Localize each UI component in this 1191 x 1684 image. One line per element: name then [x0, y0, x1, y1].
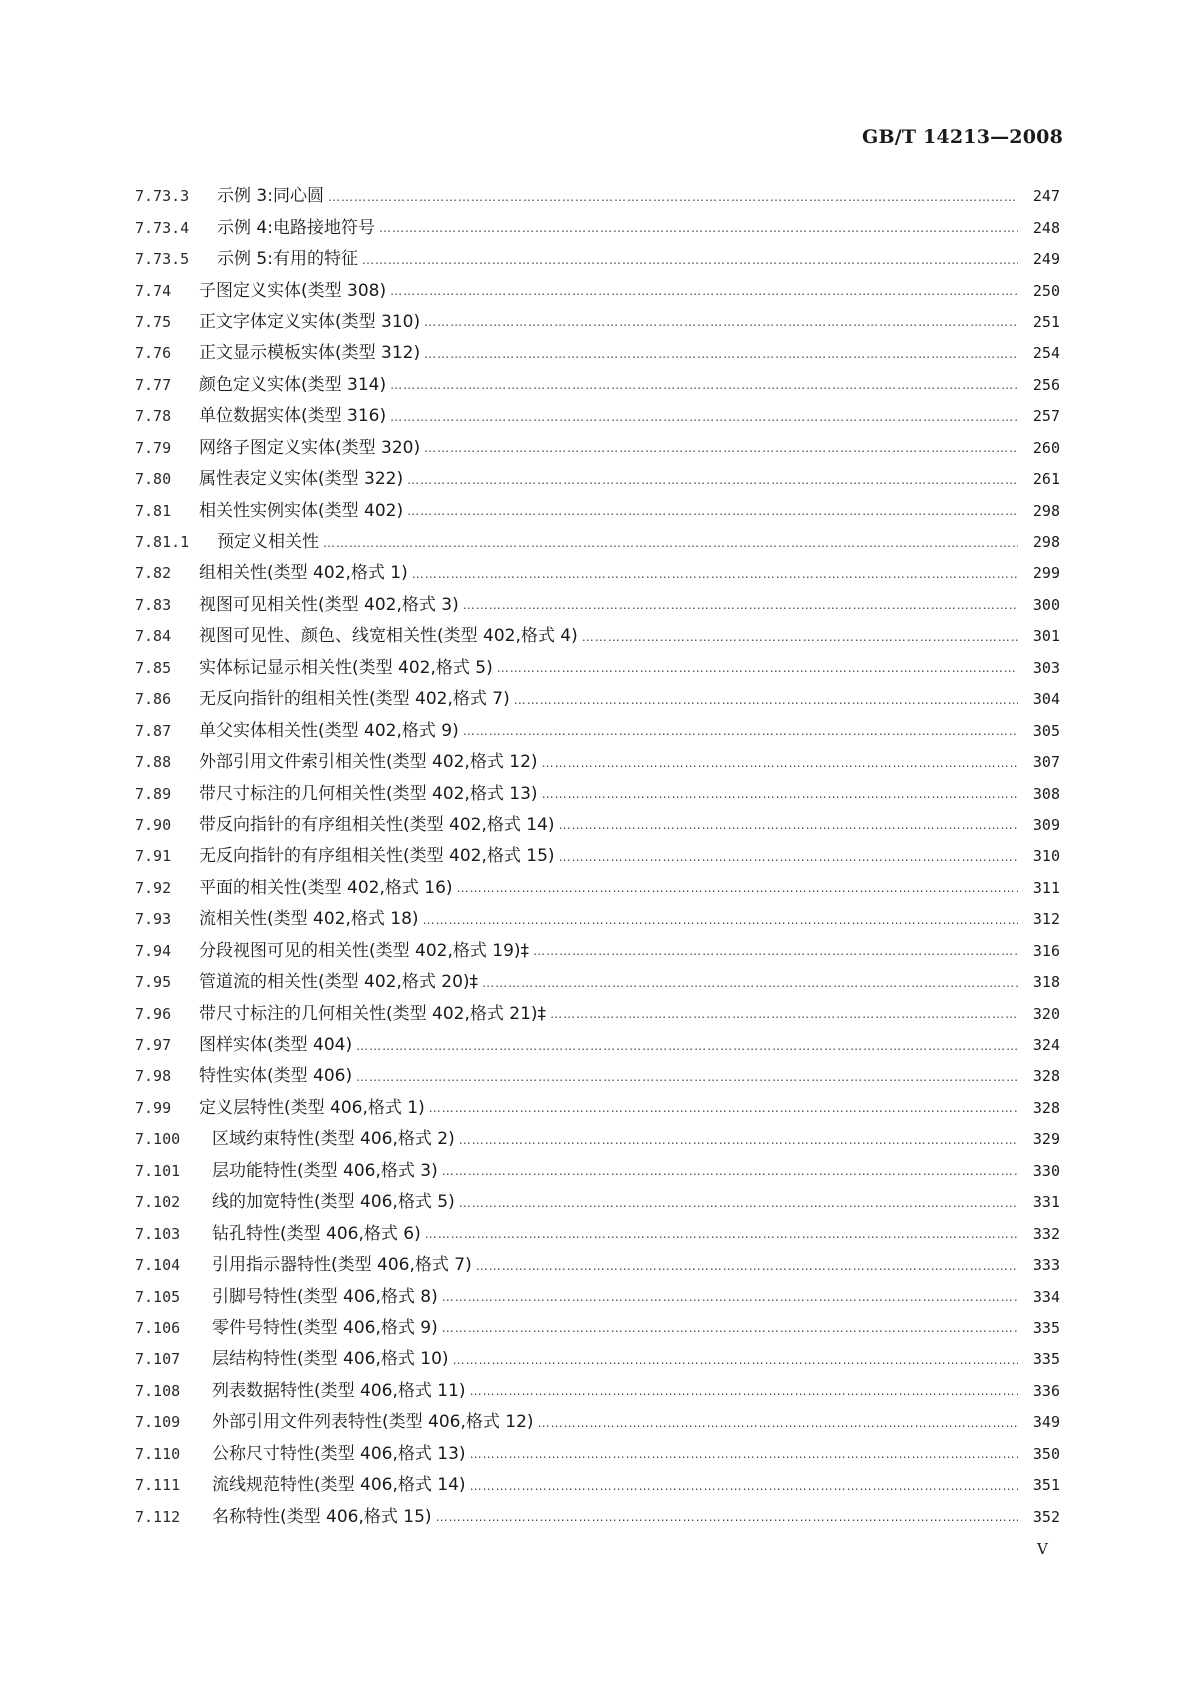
dot-leader	[442, 1291, 1018, 1303]
toc-entry	[135, 590, 1060, 621]
toc-entry-number: 7.73.5	[135, 250, 190, 269]
toc-entry	[135, 1439, 1060, 1470]
dot-leader	[442, 1165, 1018, 1177]
toc-entry	[135, 1501, 1060, 1532]
dot-leader	[407, 474, 1018, 486]
toc-entry-page: 328	[1032, 1067, 1060, 1086]
toc-entry-page: 334	[1032, 1287, 1060, 1306]
dot-leader	[476, 1260, 1018, 1272]
toc-entry-number: 7.90	[135, 815, 172, 834]
dot-leader	[407, 505, 1018, 517]
toc-entry	[135, 1470, 1060, 1501]
toc-entry-number: 7.108	[135, 1381, 181, 1400]
toc-entry-title: 引用指示器特性(类型 406,格式 7)	[212, 1255, 472, 1276]
toc-entry	[135, 1030, 1060, 1061]
toc-entry-number: 7.111	[135, 1476, 181, 1495]
toc-entry	[135, 747, 1060, 778]
toc-entry-title: 颜色定义实体(类型 314)	[199, 374, 387, 395]
toc-entry-number: 7.105	[135, 1287, 181, 1306]
toc-entry-number: 7.112	[135, 1507, 181, 1526]
toc-entry-title: 区域约束特性(类型 406,格式 2)	[212, 1129, 455, 1150]
page-number-roman: V	[1037, 1540, 1048, 1558]
toc-entry-title: 属性表定义实体(类型 322)	[199, 469, 404, 490]
toc-entry-number: 7.84	[135, 627, 172, 646]
dot-leader	[423, 914, 1018, 926]
toc-entry	[135, 1407, 1060, 1438]
dot-leader	[538, 1417, 1018, 1429]
toc-entry	[135, 1187, 1060, 1218]
toc-entry-number: 7.82	[135, 564, 172, 583]
toc-entry-number: 7.100	[135, 1130, 181, 1149]
dot-leader	[424, 348, 1018, 360]
toc-entry-number: 7.83	[135, 595, 172, 614]
dot-leader	[542, 757, 1018, 769]
toc-entry-page: 311	[1032, 878, 1060, 897]
toc-entry-title: 线的加宽特性(类型 406,格式 5)	[212, 1192, 455, 1213]
toc-entry-number: 7.92	[135, 878, 172, 897]
dot-leader	[424, 442, 1018, 454]
toc-entry	[135, 715, 1060, 746]
toc-entry-title: 流相关性(类型 402,格式 18)	[199, 909, 419, 930]
toc-entry-title: 正文显示模板实体(类型 312)	[199, 343, 421, 364]
toc-entry-title: 分段视图可见的相关性(类型 402,格式 19)‡	[199, 940, 530, 961]
toc-entry-title: 相关性实例实体(类型 402)	[199, 500, 404, 521]
toc-entry-page: 308	[1032, 784, 1060, 803]
dot-leader	[436, 1511, 1018, 1523]
toc-entry-page: 316	[1032, 941, 1060, 960]
toc-entry	[135, 401, 1060, 432]
dot-leader	[390, 379, 1018, 391]
toc-entry-title: 特性实体(类型 406)	[199, 1066, 353, 1087]
toc-entry-number: 7.73.4	[135, 218, 190, 237]
toc-entry-title: 正文字体定义实体(类型 310)	[199, 311, 421, 332]
toc-entry	[135, 244, 1060, 275]
toc-entry-page: 299	[1032, 564, 1060, 583]
toc-entry-title: 外部引用文件列表特性(类型 406,格式 12)	[212, 1412, 534, 1433]
toc-entry	[135, 904, 1060, 935]
toc-entry	[135, 1250, 1060, 1281]
toc-entry-title: 层结构特性(类型 406,格式 10)	[212, 1349, 449, 1370]
dot-leader	[429, 1102, 1018, 1114]
toc-entry	[135, 1218, 1060, 1249]
toc-entry-title: 单位数据实体(类型 316)	[199, 406, 387, 427]
toc-entry-number: 7.110	[135, 1444, 181, 1463]
toc-entry-number: 7.94	[135, 941, 172, 960]
dot-leader	[463, 725, 1018, 737]
toc-entry-number: 7.78	[135, 407, 172, 426]
toc-entry	[135, 181, 1060, 212]
toc-entry	[135, 998, 1060, 1029]
dot-leader	[514, 694, 1018, 706]
dot-leader	[470, 1448, 1018, 1460]
toc-entry	[135, 212, 1060, 243]
toc-entry-page: 307	[1032, 753, 1060, 772]
toc-entry-number: 7.99	[135, 1098, 172, 1117]
toc-entry-title: 定义层特性(类型 406,格式 1)	[199, 1097, 425, 1118]
toc-entry-number: 7.74	[135, 281, 172, 300]
toc-entry-page: 350	[1032, 1444, 1060, 1463]
toc-entry-number: 7.107	[135, 1350, 181, 1369]
toc-entry-number: 7.86	[135, 690, 172, 709]
toc-entry-title: 流线规范特性(类型 406,格式 14)	[212, 1475, 466, 1496]
toc-entry-title: 实体标记显示相关性(类型 402,格式 5)	[199, 657, 493, 678]
toc-entry	[135, 967, 1060, 998]
dot-leader	[379, 222, 1018, 234]
toc-entry-page: 336	[1032, 1381, 1060, 1400]
toc-entry	[135, 1344, 1060, 1375]
dot-leader	[497, 662, 1018, 674]
dot-leader	[559, 819, 1018, 831]
toc-entry	[135, 778, 1060, 809]
toc-entry-title: 平面的相关性(类型 402,格式 16)	[199, 877, 453, 898]
toc-entry-title: 子图定义实体(类型 308)	[199, 280, 387, 301]
toc-entry-number: 7.93	[135, 910, 172, 929]
dot-leader	[542, 788, 1018, 800]
toc-entry-page: 310	[1032, 847, 1060, 866]
toc-entry	[135, 495, 1060, 526]
toc-entry-page: 250	[1032, 281, 1060, 300]
toc-entry-title: 示例 5:有用的特征	[217, 249, 358, 270]
toc-entry-number: 7.75	[135, 312, 172, 331]
toc-entry-title: 钻孔特性(类型 406,格式 6)	[212, 1223, 421, 1244]
toc-entry-title: 组相关性(类型 402,格式 1)	[199, 563, 408, 584]
dot-leader	[482, 977, 1018, 989]
toc-entry-title: 示例 4:电路接地符号	[217, 217, 375, 238]
toc-entry	[135, 433, 1060, 464]
toc-entry-title: 无反向指针的组相关性(类型 402,格式 7)	[199, 689, 510, 710]
toc-entry	[135, 621, 1060, 652]
toc-entry-number: 7.106	[135, 1318, 181, 1337]
toc-entry-title: 图样实体(类型 404)	[199, 1035, 353, 1056]
toc-entry	[135, 684, 1060, 715]
toc-entry-page: 257	[1032, 407, 1060, 426]
dot-leader	[323, 537, 1018, 549]
dot-leader	[424, 316, 1018, 328]
toc-entry-page: 330	[1032, 1161, 1060, 1180]
toc-entry-page: 335	[1032, 1318, 1060, 1337]
toc-entry-title: 无反向指针的有序组相关性(类型 402,格式 15)	[199, 846, 555, 867]
toc-entry	[135, 810, 1060, 841]
toc-entry-page: 249	[1032, 250, 1060, 269]
standard-code-header: GB/T 14213—2008	[862, 126, 1063, 148]
toc-entry-title: 零件号特性(类型 406,格式 9)	[212, 1317, 438, 1338]
toc-entry-page: 298	[1032, 501, 1060, 520]
table-of-contents	[135, 181, 1060, 1533]
toc-entry-page: 328	[1032, 1098, 1060, 1117]
toc-entry-number: 7.95	[135, 973, 172, 992]
toc-entry-number: 7.97	[135, 1036, 172, 1055]
dot-leader	[453, 1354, 1018, 1366]
toc-entry-page: 301	[1032, 627, 1060, 646]
toc-entry	[135, 841, 1060, 872]
dot-leader	[559, 851, 1018, 863]
toc-entry-page: 331	[1032, 1193, 1060, 1212]
toc-entry	[135, 1061, 1060, 1092]
toc-entry	[135, 558, 1060, 589]
toc-entry-title: 外部引用文件索引相关性(类型 402,格式 12)	[199, 752, 538, 773]
toc-entry-number: 7.77	[135, 375, 172, 394]
dot-leader	[463, 599, 1018, 611]
toc-entry	[135, 873, 1060, 904]
toc-entry	[135, 1281, 1060, 1312]
dot-leader	[533, 945, 1018, 957]
dot-leader	[550, 1008, 1018, 1020]
toc-entry	[135, 1124, 1060, 1155]
toc-entry-title: 单父实体相关性(类型 402,格式 9)	[199, 720, 459, 741]
toc-entry-number: 7.85	[135, 658, 172, 677]
toc-entry-page: 300	[1032, 595, 1060, 614]
toc-entry	[135, 1156, 1060, 1187]
toc-entry	[135, 370, 1060, 401]
toc-entry-number: 7.89	[135, 784, 172, 803]
toc-entry-number: 7.98	[135, 1067, 172, 1086]
toc-entry-title: 层功能特性(类型 406,格式 3)	[212, 1160, 438, 1181]
toc-entry-title: 视图可见性、颜色、线宽相关性(类型 402,格式 4)	[199, 626, 578, 647]
dot-leader	[470, 1385, 1018, 1397]
toc-entry-title: 带反向指针的有序组相关性(类型 402,格式 14)	[199, 814, 555, 835]
toc-entry-page: 247	[1032, 187, 1060, 206]
toc-entry-page: 304	[1032, 690, 1060, 709]
toc-entry-page: 352	[1032, 1507, 1060, 1526]
toc-entry-page: 349	[1032, 1413, 1060, 1432]
toc-entry-page: 260	[1032, 438, 1060, 457]
toc-entry-number: 7.102	[135, 1193, 181, 1212]
toc-entry-page: 261	[1032, 470, 1060, 489]
toc-entry-page: 254	[1032, 344, 1060, 363]
toc-entry	[135, 307, 1060, 338]
toc-entry-page: 298	[1032, 533, 1060, 552]
dot-leader	[412, 568, 1018, 580]
toc-entry-page: 256	[1032, 375, 1060, 394]
dot-leader	[390, 411, 1018, 423]
toc-entry-number: 7.101	[135, 1161, 181, 1180]
toc-entry-page: 333	[1032, 1256, 1060, 1275]
toc-entry	[135, 464, 1060, 495]
toc-entry-page: 335	[1032, 1350, 1060, 1369]
toc-entry-page: 324	[1032, 1036, 1060, 1055]
dot-leader	[356, 1040, 1018, 1052]
dot-leader	[470, 1480, 1018, 1492]
toc-entry	[135, 936, 1060, 967]
dot-leader	[442, 1322, 1018, 1334]
toc-entry-title: 预定义相关性	[217, 532, 319, 553]
toc-entry	[135, 1376, 1060, 1407]
toc-entry	[135, 1093, 1060, 1124]
toc-entry-number: 7.104	[135, 1256, 181, 1275]
dot-leader	[425, 1228, 1018, 1240]
toc-entry-title: 列表数据特性(类型 406,格式 11)	[212, 1380, 466, 1401]
toc-entry	[135, 1313, 1060, 1344]
toc-entry-number: 7.80	[135, 470, 172, 489]
toc-entry-number: 7.79	[135, 438, 172, 457]
dot-leader	[328, 191, 1018, 203]
dot-leader	[459, 1197, 1018, 1209]
dot-leader	[582, 631, 1018, 643]
toc-entry-number: 7.73.3	[135, 187, 190, 206]
toc-entry-number: 7.87	[135, 721, 172, 740]
toc-entry-page: 309	[1032, 815, 1060, 834]
toc-entry-page: 303	[1032, 658, 1060, 677]
toc-entry-page: 251	[1032, 312, 1060, 331]
toc-entry-number: 7.81.1	[135, 533, 190, 552]
toc-entry-number: 7.76	[135, 344, 172, 363]
toc-entry-number: 7.81	[135, 501, 172, 520]
toc-entry-page: 318	[1032, 973, 1060, 992]
toc-entry	[135, 653, 1060, 684]
dot-leader	[390, 285, 1018, 297]
toc-entry	[135, 338, 1060, 369]
dot-leader	[356, 1071, 1018, 1083]
toc-entry-title: 网络子图定义实体(类型 320)	[199, 437, 421, 458]
toc-entry-page: 320	[1032, 1004, 1060, 1023]
toc-entry	[135, 275, 1060, 306]
toc-entry-page: 248	[1032, 218, 1060, 237]
toc-entry-title: 引脚号特性(类型 406,格式 8)	[212, 1286, 438, 1307]
toc-entry-title: 视图可见相关性(类型 402,格式 3)	[199, 594, 459, 615]
toc-entry-page: 312	[1032, 910, 1060, 929]
toc-entry-number: 7.109	[135, 1413, 181, 1432]
toc-entry-page: 332	[1032, 1224, 1060, 1243]
toc-entry-title: 示例 3:同心圆	[217, 186, 324, 207]
dot-leader	[457, 882, 1018, 894]
toc-entry-number: 7.96	[135, 1004, 172, 1023]
toc-entry-page: 329	[1032, 1130, 1060, 1149]
toc-entry-number: 7.88	[135, 753, 172, 772]
toc-entry-number: 7.91	[135, 847, 172, 866]
toc-entry-title: 带尺寸标注的几何相关性(类型 402,格式 13)	[199, 783, 538, 804]
toc-entry-title: 名称特性(类型 406,格式 15)	[212, 1506, 432, 1527]
toc-entry-title: 管道流的相关性(类型 402,格式 20)‡	[199, 972, 479, 993]
toc-entry-page: 305	[1032, 721, 1060, 740]
dot-leader	[362, 254, 1018, 266]
toc-entry-number: 7.103	[135, 1224, 181, 1243]
toc-entry-page: 351	[1032, 1476, 1060, 1495]
toc-entry	[135, 527, 1060, 558]
toc-entry-title: 公称尺寸特性(类型 406,格式 13)	[212, 1443, 466, 1464]
toc-entry-title: 带尺寸标注的几何相关性(类型 402,格式 21)‡	[199, 1003, 547, 1024]
dot-leader	[459, 1134, 1018, 1146]
